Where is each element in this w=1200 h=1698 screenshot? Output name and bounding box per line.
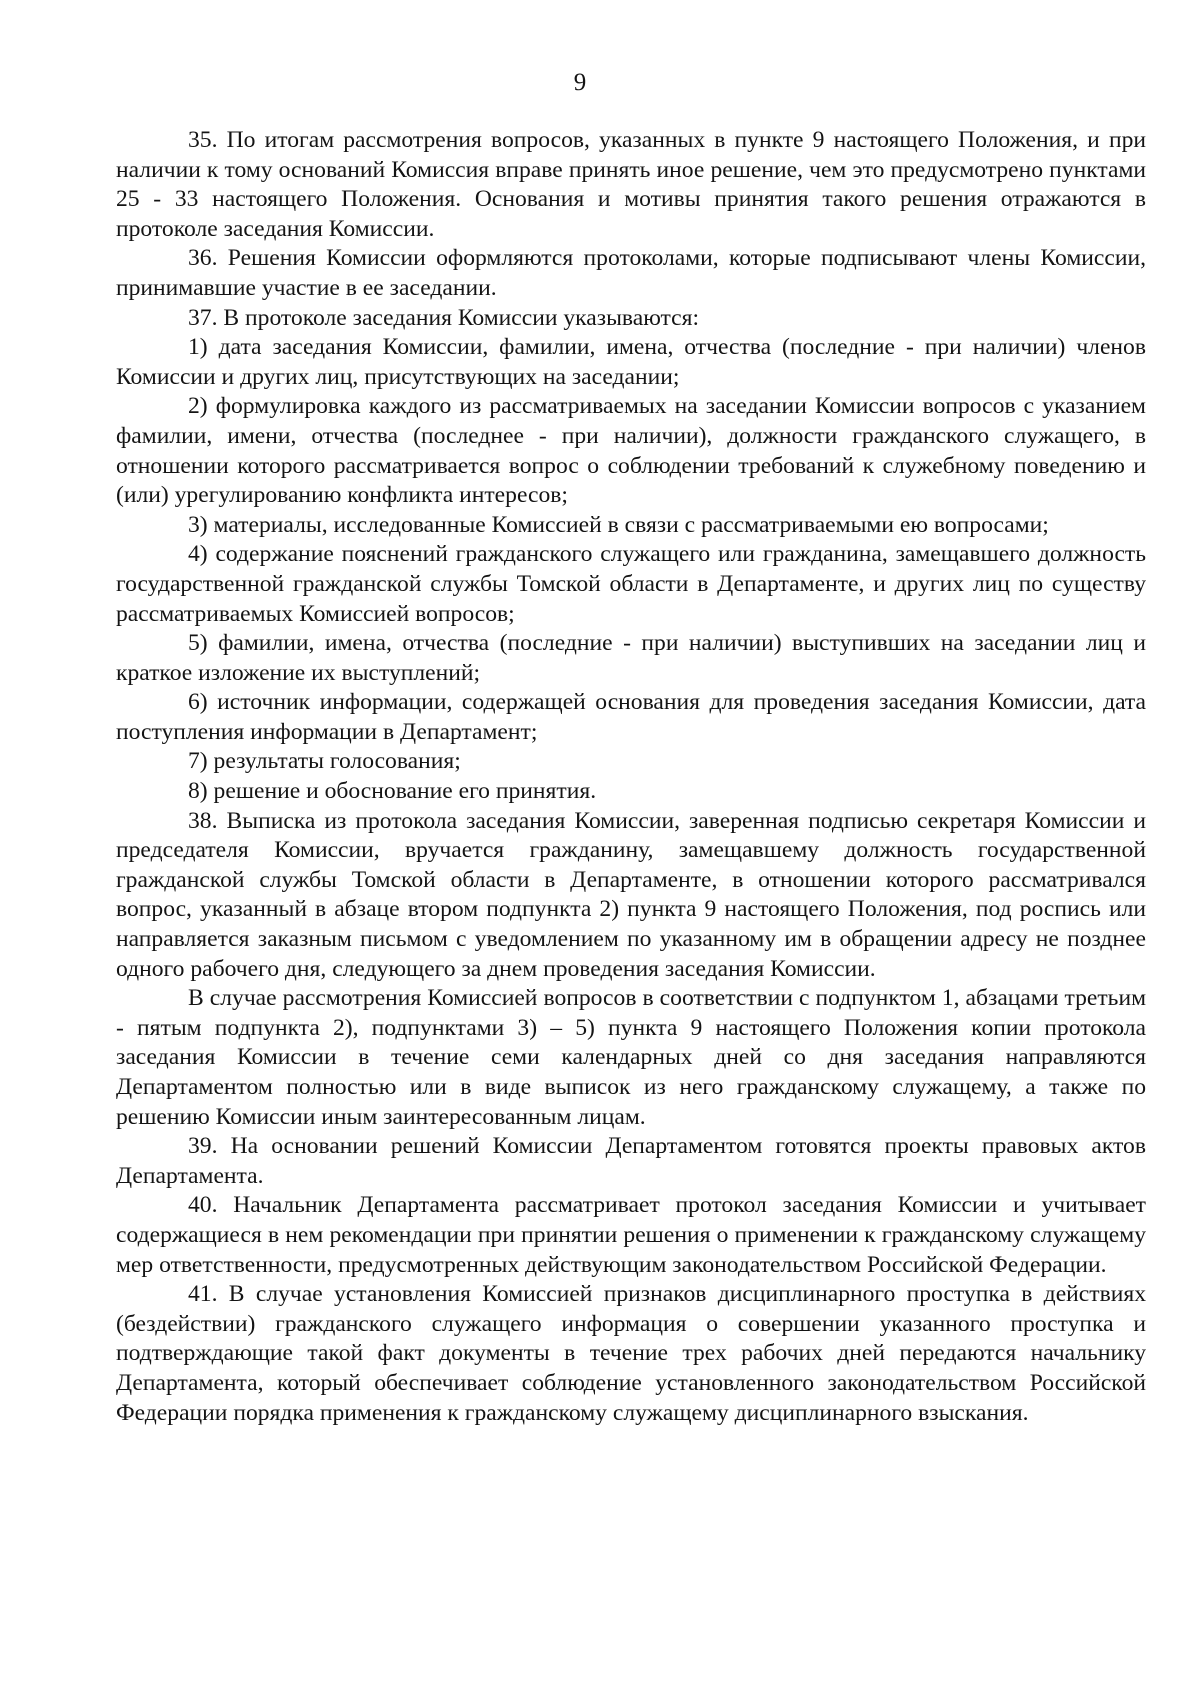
paragraph-41: 41. В случае установления Комиссией признаков дисциплинарного проступка в действиях (бездействии) гражданского служащего информация о совершении указанного проступка и подтверждающие такой факт документы в течение трех рабочих дней передаются начальнику Департамента, который обеспечивает соблюдение установленного законодательством Российской Федерации порядка применения к гражданскому служащему дисциплинарного взыскания. bbox=[116, 1281, 1146, 1426]
paragraph-38: 38. Выписка из протокола заседания Комиссии, заверенная подписью секретаря Комиссии и председателя Комиссии, вручается гражданину, замещавшему должность государственной гражданской службы Томской области в Департаменте, в отношении которого рассматривался вопрос, указанный в абзаце втором подпункта 2) пункта 9 настоящего Положения, под роспись или направляется заказным письмом с уведомлением по указанному им в обращении адресу не позднее одного рабочего дня, следующего за днем проведения заседания Комиссии. bbox=[116, 807, 1146, 982]
paragraph-37-item-5: 5) фамилии, имена, отчества (последние - при наличии) выступивших на заседании лиц и краткое изложение их выступлений; bbox=[116, 630, 1146, 686]
paragraph-37-item-4: 4) содержание пояснений гражданского служащего или гражданина, замещавшего должность государственной гражданской службы Томской области в Департаменте, и других лиц по существу рассматриваемых Комиссией вопросов; bbox=[116, 541, 1146, 627]
paragraph-37-item-1: 1) дата заседания Комиссии, фамилии, имена, отчества (последние - при наличии) членов Комиссии и других лиц, присутствующих на заседании; bbox=[116, 334, 1146, 390]
paragraph-37-item-6: 6) источник информации, содержащей основания для проведения заседания Комиссии, дата поступления информации в Департамент; bbox=[116, 689, 1146, 745]
paragraph-37-item-8: 8) решение и обоснование его принятия. bbox=[188, 778, 597, 805]
page-number: 9 bbox=[573, 69, 587, 96]
paragraph-37: 37. В протоколе заседания Комиссии указываются: bbox=[188, 304, 700, 331]
paragraph-40: 40. Начальник Департамента рассматривает протокол заседания Комиссии и учитывает содержащиеся в нем рекомендации при принятии решения о применении к гражданскому служащему мер ответственности, предусмотренных действующим законодательством Российской Федерации. bbox=[116, 1192, 1146, 1278]
paragraph-38-continued: В случае рассмотрения Комиссией вопросов в соответствии с подпунктом 1, абзацами третьим - пятым подпункта 2), подпунктами 3) – 5) пункта 9 настоящего Положения копии протокола заседания Комиссии в течение семи календарных дней со дня заседания направляются Департаментом полностью или в виде выписок из него гражданскому служащему, а также по решению Комиссии иным заинтересованным лицам. bbox=[116, 985, 1146, 1130]
paragraph-35: 35. По итогам рассмотрения вопросов, указанных в пункте 9 настоящего Положения, и при наличии к тому оснований Комиссия вправе принять иное решение, чем это предусмотрено пунктами 25 - 33 настоящего Положения. Основания и мотивы принятия такого решения отражаются в протоколе заседания Комиссии. bbox=[116, 127, 1146, 242]
paragraph-37-item-7: 7) результаты голосования; bbox=[188, 748, 461, 775]
paragraph-37-item-2: 2) формулировка каждого из рассматриваемых на заседании Комиссии вопросов с указанием фамилии, имени, отчества (последнее - при наличии), должности гражданского служащего, в отношении которого рассматривается вопрос о соблюдении требований к служебному поведению и (или) урегулированию конфликта интересов; bbox=[116, 393, 1146, 509]
paragraph-36: 36. Решения Комиссии оформляются протоколами, которые подписывают члены Комиссии, принимавшие участие в ее заседании. bbox=[116, 245, 1146, 301]
paragraph-37-item-3: 3) материалы, исследованные Комиссией в связи с рассматриваемыми ею вопросами; bbox=[188, 511, 1049, 538]
paragraph-39: 39. На основании решений Комиссии Департаментом готовятся проекты правовых актов Департамента. bbox=[116, 1133, 1146, 1189]
document-body bbox=[116, 126, 1146, 1428]
